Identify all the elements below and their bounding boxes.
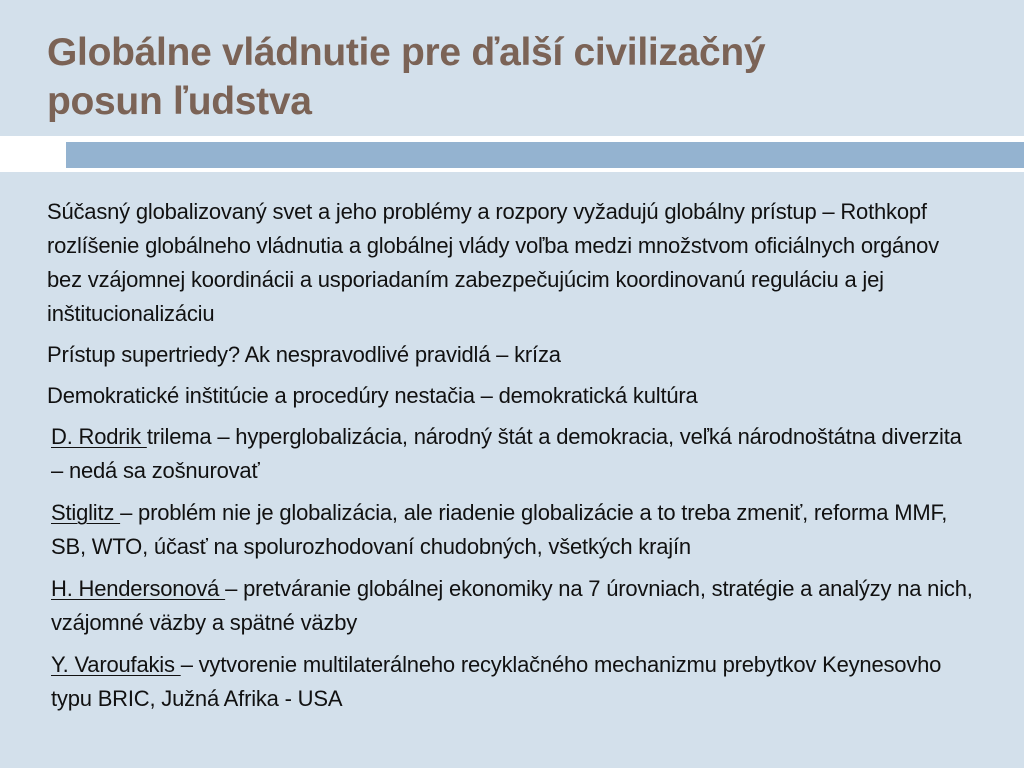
paragraph-text: – vytvorenie multilaterálneho recyklačného mechanizmu prebytkov Keynesovho typu BRIC, Južná Afrika - USA [51,652,942,711]
author-reference-link[interactable]: Stiglitz [51,500,121,525]
title-divider-bar [66,142,1024,168]
paragraph-text: Súčasný globalizovaný svet a jeho problémy a rozpory vyžadujú globálny prístup – Rothkopf rozlíšenie globálneho vládnutia a globálnej vlády voľba medzi množstvom oficiálnych orgánov bez vzájomnej koordinácii a usporiadaním zabezpečujúcim koordinovanú reguláciu a jej inštitucionalizáciu [47,199,939,326]
slide-body [47,195,977,724]
paragraph-text: – problém nie je globalizácia, ale riadenie globalizácie a to treba zmeniť, reforma MMF, SB, WTO, účasť na spolurozhodovaní chudobných, všetkých krajín [51,500,948,559]
author-reference-link[interactable]: Y. Varoufakis [51,652,181,677]
body-paragraph [47,195,977,331]
paragraph-text: Demokratické inštitúcie a procedúry nestačia – demokratická kultúra [47,383,698,408]
author-reference-link[interactable]: H. Hendersonová [51,576,226,601]
paragraph-text: trilema – hyperglobalizácia, národný štát a demokracia, veľká národnoštátna diverzita – nedá sa zošnurovať [51,424,962,483]
body-paragraph [47,338,977,372]
slide-title [47,28,987,126]
body-paragraph-reference [47,420,977,488]
slide-title-line-1: Globálne vládnutie pre ďalší civilizačný [47,31,766,74]
body-paragraph-reference [47,572,977,640]
body-paragraph-reference [47,648,977,716]
paragraph-text: – pretváranie globálnej ekonomiky na 7 úrovniach, stratégie a analýzy na nich, vzájomné väzby a spätné väzby [51,576,973,635]
body-paragraph [47,379,977,413]
paragraph-text: Prístup supertriedy? Ak nespravodlivé pravidlá – kríza [47,342,561,367]
author-reference-link[interactable]: D. Rodrik [51,424,147,449]
body-paragraph-reference [47,496,977,564]
slide-title-line-2: posun ľudstva [47,80,312,123]
